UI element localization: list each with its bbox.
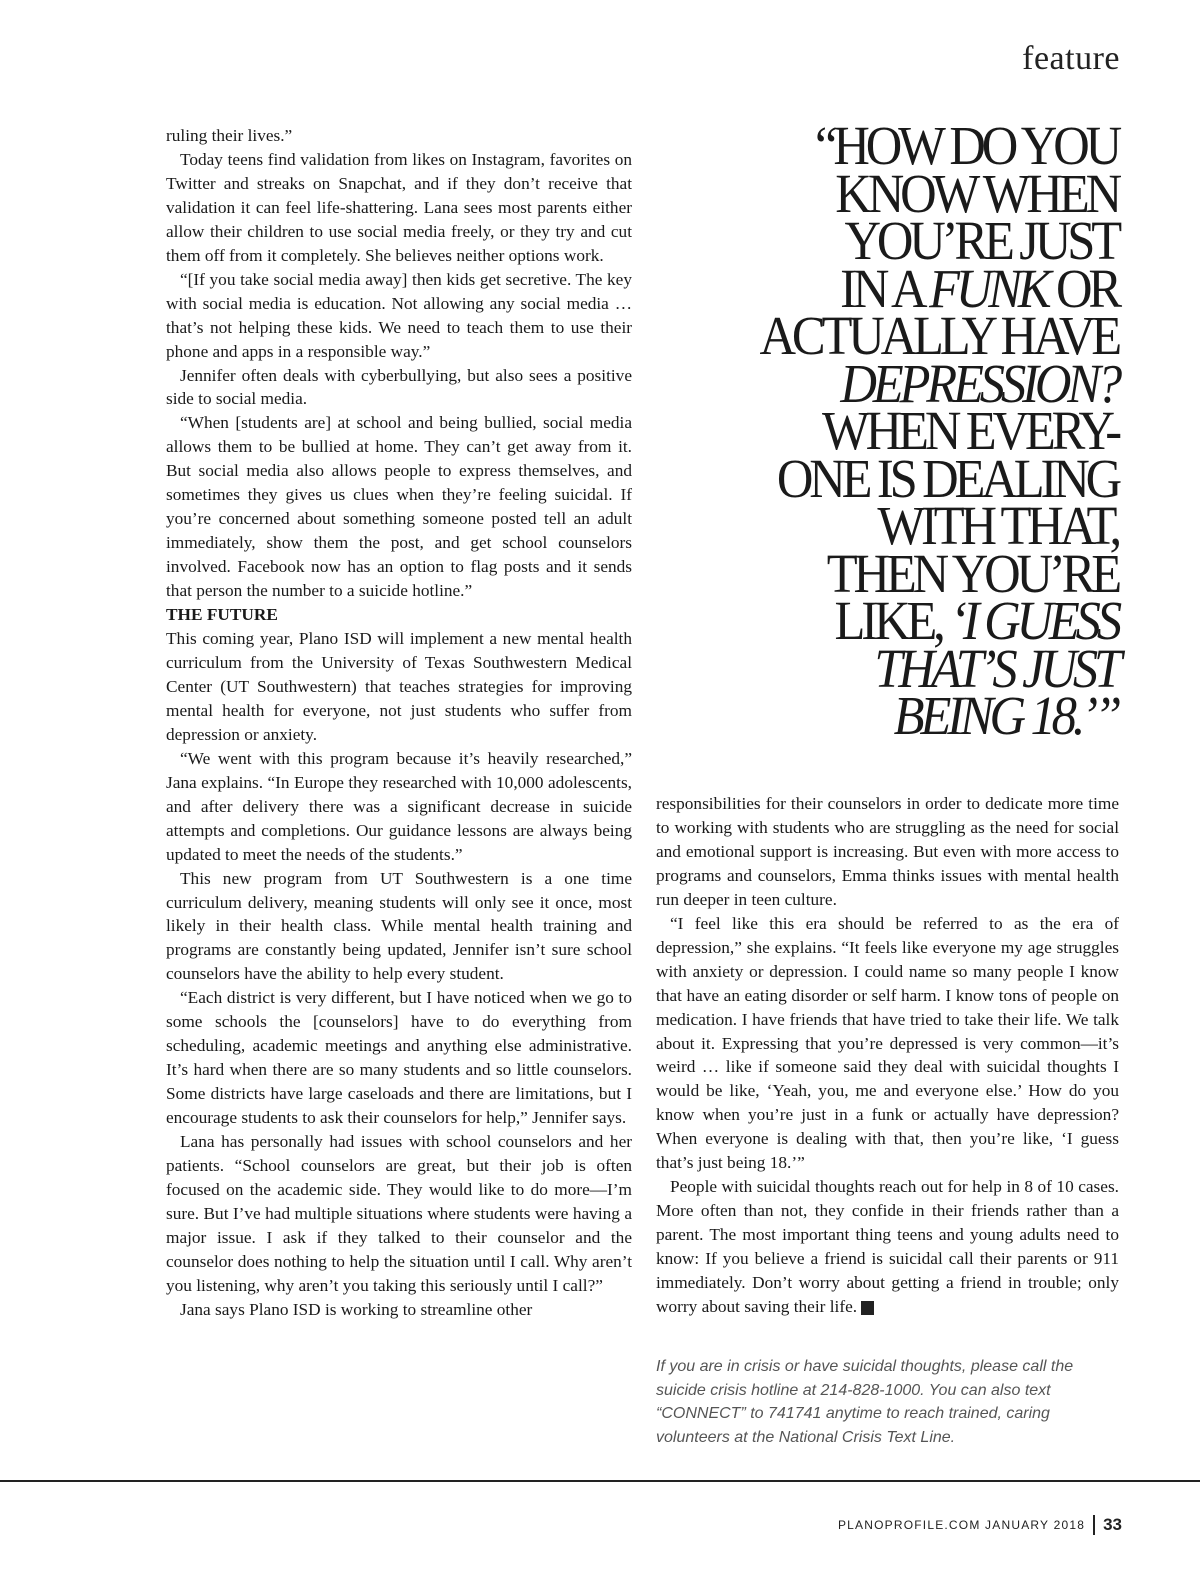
- paragraph-text: People with suicidal thoughts reach out for help in 8 of 10 cases. More often than not, they confide in their friends rather than a parent. The most important thing teens and young adults need to know: If you believe a friend is suicidal call their parents or 911 immediately. Don’t worry about getting a friend in trouble; only worry about saving their life.: [656, 1177, 1119, 1317]
- pull-quote-segment: OR: [1047, 257, 1118, 319]
- footer: [838, 1515, 1122, 1535]
- pull-quote-line: WHEN EVERY-: [822, 400, 1118, 461]
- paragraph: [656, 1175, 1119, 1319]
- pull-quote-segment: IN A: [840, 257, 930, 319]
- pull-quote-italic: FUNK: [929, 257, 1048, 319]
- pull-quote-italic: ‘I GUESS: [950, 590, 1118, 651]
- footer-site-date: PLANOPROFILE.COM JANUARY 2018: [837, 1518, 1086, 1532]
- footer-rule: [0, 1480, 1200, 1482]
- paragraph: “When [students are] at school and being bullied, social media allows them to be bullied at home. They can’t get away from it. But social media also allows people to express themselves, and sometimes they gives us clues when they’re feeling suicidal. If you’re concerned about something someone posted tell an adult immediately, show them the post, and get school counselors involved. Facebook now has an option to flag posts and it sends that person the number to a suicide hotline.”: [166, 413, 632, 601]
- page-number: 33: [1103, 1515, 1122, 1534]
- paragraph: Jana says Plano ISD is working to streamline other: [180, 1299, 533, 1319]
- paragraph: “Each district is very different, but I have noticed when we go to some schools the [counselors] have to do everything from scheduling, academic meetings and anything else administrative. It’s hard when there are so many students and so little counselors. Some districts have large caseloads and there are limitations, but I encourage students to ask their counselors for help,” Jennifer says.: [166, 988, 632, 1128]
- pull-quote: [732, 115, 1118, 746]
- pull-quote-line: THEN YOU’RE: [826, 542, 1118, 604]
- paragraph: “I feel like this era should be referred to as the era of depression,” she explains. “It feels like everyone my age struggles with anxiety or depression. I could name so many people I know that have an eating disorder or self harm. I know tons of people on medication. I have friends that have tried to take their life. We talk about it. Expressing that you’re depressed is very common—it’s weird … like if someone said they deal with suicidal thoughts I would be like, ‘Yeah, you, me and everyone else.’ How do you know when you’re just in a funk or actually have depression? When everyone is dealing with that, then you’re like, ‘I guess that’s just being 18.’”: [656, 913, 1119, 1173]
- footer-divider: [1093, 1515, 1095, 1535]
- right-column: [656, 792, 1119, 1319]
- paragraph: Lana has personally had issues with school counselors and her patients. “School counselors are great, but their job is often focused on the academic side. They would like to do more—I’m sure. But I’ve had multiple situations where students were having a major issue. I ask if they talked to their counselor and the counselor does nothing to help the situation until I call. Why aren’t you listening, why aren’t you taking this seriously until I call?”: [166, 1132, 632, 1295]
- pull-quote-line: ONE IS DEALING: [776, 447, 1118, 509]
- pull-quote-line: THAT’S JUST: [874, 637, 1118, 699]
- paragraph: responsibilities for their counselors in order to dedicate more time to working with students who are struggling as the need for social and emotional support is increasing. But even with more access to programs and counselors, Emma thinks issues with mental health run deeper in teen culture.: [656, 794, 1119, 909]
- pull-quote-line: DEPRESSION?: [840, 352, 1118, 414]
- pull-quote-line: BEING 18.’”: [893, 685, 1118, 746]
- pull-quote-line: ACTUALLY HAVE: [759, 305, 1118, 366]
- end-mark-icon: P: [861, 1301, 874, 1315]
- paragraph: “[If you take social media away] then kids get secretive. The key with social media is education. Not allowing any social media … that’s not helping these kids. We need to teach them to use their phone and apps in a responsible way.”: [166, 269, 632, 361]
- paragraph: Jennifer often deals with cyberbullying, but also sees a positive side to social media.: [166, 365, 632, 409]
- paragraph: This coming year, Plano ISD will implement a new mental health curriculum from the University of Texas Southwestern Medical Center (UT Southwestern) that teaches strategies for improving mental health for everyone, not just students who suffer from depression or anxiety.: [166, 629, 632, 744]
- subhead: THE FUTURE: [166, 605, 278, 625]
- pull-quote-segment: LIKE,: [834, 590, 951, 651]
- pull-quote-line: KNOW WHEN: [835, 162, 1118, 224]
- pull-quote-line: “HOW DO YOU: [815, 115, 1118, 176]
- paragraph: Today teens find validation from likes on Instagram, favorites on Twitter and streaks on Snapchat, and if they don’t receive that validation it can feel life-shattering. Lana sees most parents either allow their children to use social media freely, or they try and cut them off from it completely. She believes neither options work.: [166, 149, 632, 265]
- paragraph: “We went with this program because it’s heavily researched,” Jana explains. “In Europe they researched with 10,000 adolescents, and after delivery there was a significant decrease in suicide attempts and completions. Our guidance lessons are always being updated to meet the needs of the students.”: [166, 748, 632, 864]
- pull-quote-line: WITH THAT,: [877, 495, 1118, 556]
- pull-quote-line: YOU’RE JUST: [844, 210, 1118, 271]
- paragraph: This new program from UT Southwestern is a one time curriculum delivery, meaning students will only see it once, most likely in their health class. While mental health training and programs are constantly being updated, Jennifer isn’t sure school counselors have the ability to help every student.: [166, 868, 632, 984]
- left-column: [166, 124, 632, 1322]
- crisis-note: If you are in crisis or have suicidal thoughts, please call the suicide crisis hotline at 214-828-1000. You can also text “CONNECT” to 741741 anytime to reach trained, caring volunteers at the National Crisis Text Line.: [656, 1358, 1074, 1446]
- section-label: feature: [1022, 40, 1120, 77]
- paragraph: ruling their lives.”: [166, 126, 293, 145]
